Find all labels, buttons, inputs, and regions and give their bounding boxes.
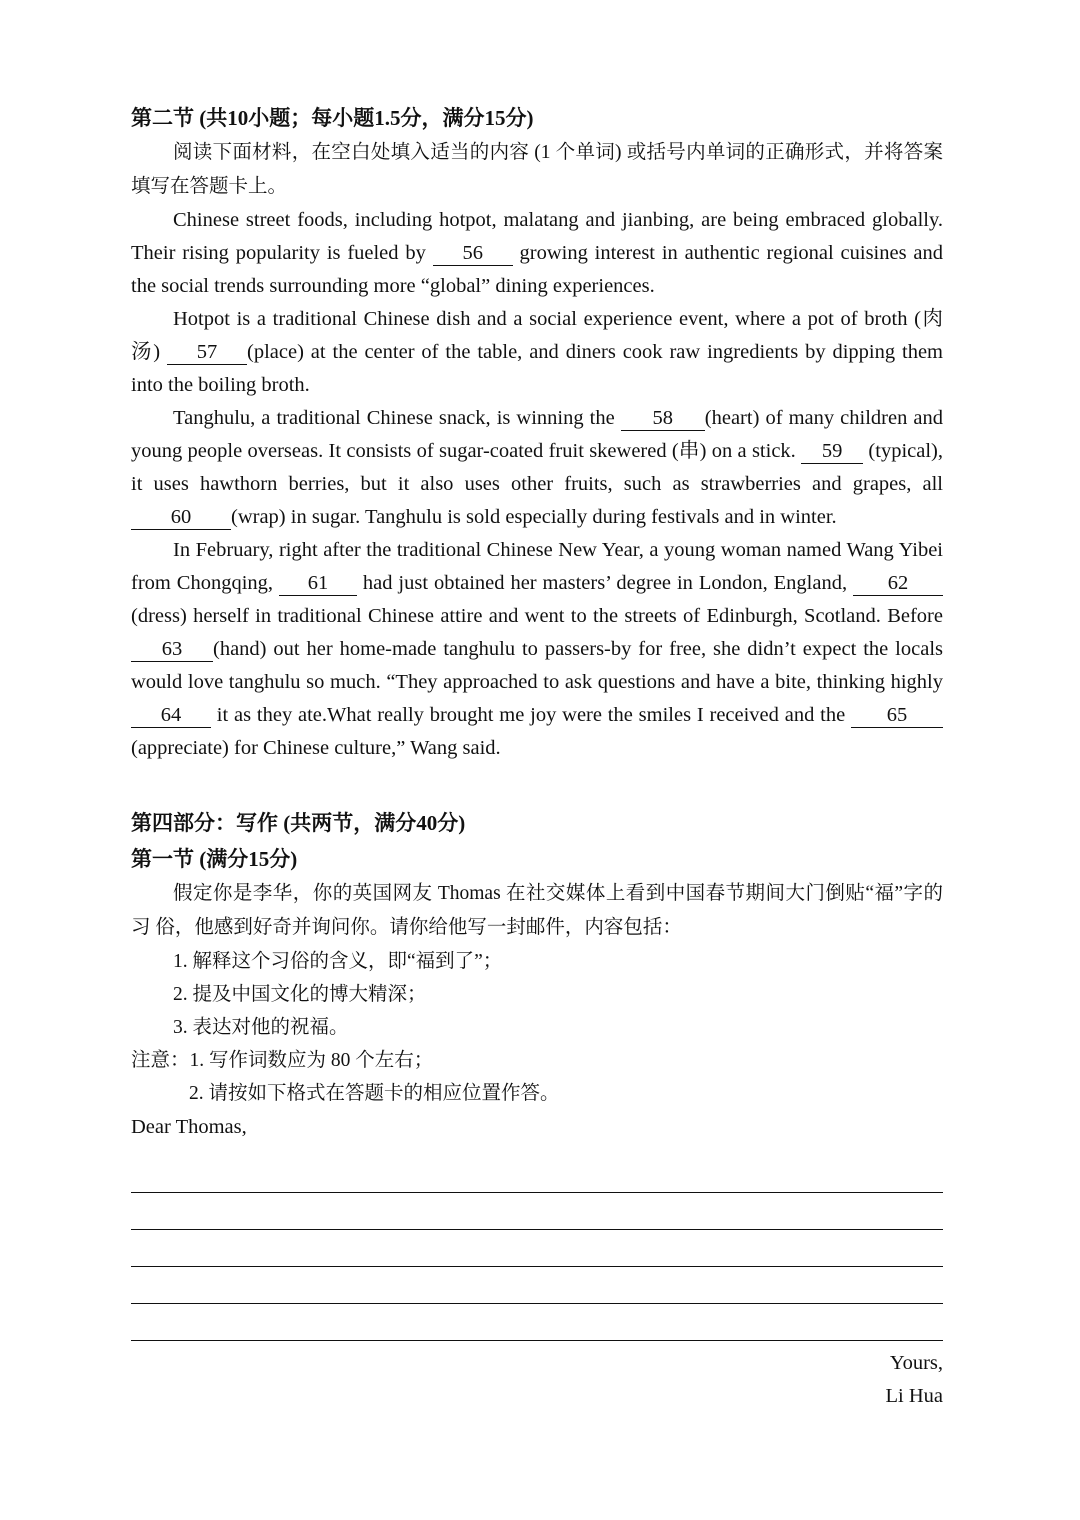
writing-prompt: 假定你是李华，你的英国网友 Thomas 在社交媒体上看到中国春节期间大门倒贴“福”字的习 俗，他感到好奇并询问你。请你给他写一封邮件，内容包括： — [131, 883, 943, 938]
p4-text-5: it as they ate.What really brought me joy were the smiles I received and the — [211, 704, 851, 726]
blank-56: 56 — [433, 241, 513, 266]
p2-text-1: Hotpot is a traditional Chinese dish and a social experience event, where a pot of broth (肉汤) — [131, 308, 943, 363]
blank-61: 61 — [279, 571, 357, 596]
section2-instruction: 阅读下面材料，在空白处填入适当的内容 (1 个单词) 或括号内单词的正确形式，并将答案填写在答题卡上。 — [131, 142, 943, 197]
writing-line[interactable] — [131, 1304, 943, 1341]
section2-heading: 第二节 (共10小题；每小题1.5分，满分15分) — [131, 106, 534, 130]
letter-signoff — [131, 1347, 943, 1413]
p3-text-1: Tanghulu, a traditional Chinese snack, is winning the — [173, 407, 621, 429]
p3-text-2: (heart) of many children and young people overseas. It consists of sugar-coated fruit skewered (串) on a stick. — [131, 407, 943, 462]
p1-text-2: growing interest in authentic regional cuisines and the social trends surrounding more “global” dining experiences. — [131, 242, 943, 297]
writing-line[interactable] — [131, 1156, 943, 1193]
writing-line[interactable] — [131, 1230, 943, 1267]
blank-63: 63 — [131, 637, 213, 662]
blank-62: 62 — [853, 571, 943, 596]
note-2: 2. 请按如下格式在答题卡的相应位置作答。 — [189, 1083, 560, 1104]
p4-text-3: (dress) herself in traditional Chinese attire and went to the streets of Edinburgh, Scotland. Before — [131, 605, 943, 627]
passage-paragraph-1 — [131, 204, 943, 303]
writing-line[interactable] — [131, 1267, 943, 1304]
letter-signature: Li Hua — [885, 1385, 943, 1407]
note-1: 注意：1. 写作词数应为 80 个左右； — [131, 1050, 434, 1071]
p4-text-6: (appreciate) for Chinese culture,” Wang said. — [131, 737, 501, 759]
section-gap — [131, 765, 943, 805]
p1-text-1: Chinese street foods, including hotpot, malatang and jianbing, are being embraced globally. Their rising popularity is fueled by — [131, 209, 943, 264]
part4-heading: 第四部分：写作 (共两节，满分40分) — [131, 811, 466, 835]
p3-text-3: (typical), it uses hawthorn berries, but it also uses other fruits, such as strawberries and grapes, all — [131, 440, 943, 495]
letter-closing: Yours, — [889, 1352, 943, 1374]
blank-57: 57 — [167, 340, 247, 365]
requirement-item-1: 1. 解释这个习俗的含义，即“福到了”； — [173, 951, 503, 972]
page-content — [131, 100, 943, 1413]
blank-59: 59 — [801, 439, 863, 464]
p3-text-4: (wrap) in sugar. Tanghulu is sold especially during festivals and in winter. — [231, 506, 837, 528]
requirement-item-2: 2. 提及中国文化的博大精深； — [173, 984, 427, 1005]
p4-text-2: had just obtained her masters’ degree in London, England, — [356, 572, 854, 594]
p2-text-2: (place) at the center of the table, and diners cook raw ingredients by dipping them into the boiling broth. — [131, 341, 944, 396]
blank-65: 65 — [851, 703, 943, 728]
blank-64: 64 — [131, 703, 211, 728]
writing-lines — [131, 1156, 943, 1341]
passage-paragraph-3 — [131, 402, 943, 534]
passage-paragraph-4 — [131, 534, 943, 765]
p4-text-1: In February, right after the traditional Chinese New Year, a young woman named Wang Yibei from Chongqing, — [131, 539, 943, 594]
letter-greeting: Dear Thomas, — [131, 1116, 247, 1138]
blank-58: 58 — [621, 406, 705, 431]
requirement-item-3: 3. 表达对他的祝福。 — [173, 1017, 349, 1038]
p4-text-4: (hand) out her home-made tanghulu to passers-by for free, she didn’t expect the locals would love tanghulu so much. “They approached to ask questions and have a bite, thinking highly — [131, 638, 943, 693]
writing-line[interactable] — [131, 1193, 943, 1230]
blank-60: 60 — [131, 505, 231, 530]
passage-paragraph-2 — [131, 303, 943, 402]
part4-section1-heading: 第一节 (满分15分) — [131, 847, 298, 871]
